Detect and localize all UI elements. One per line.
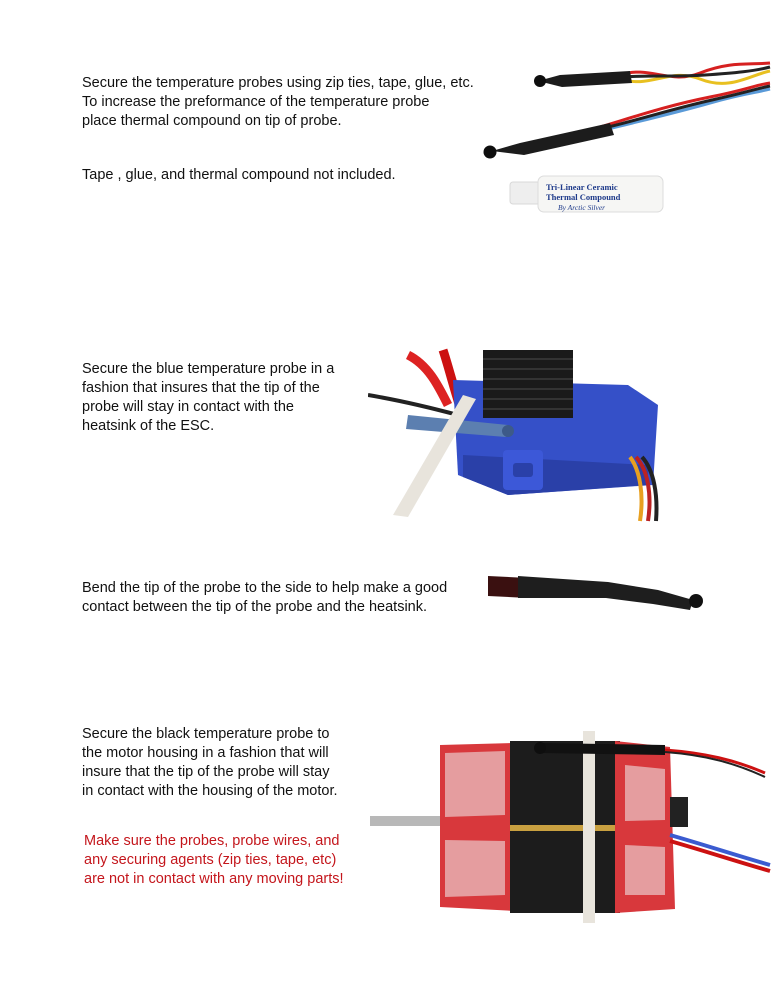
note-line: Tape , glue, and thermal compound not included. [82,167,396,183]
bend-tip-instructions [82,579,447,617]
instruction-line: fashion that insures that the tip of the [82,380,320,396]
instruction-line: Bend the tip of the probe to the side to help make a good [82,580,448,596]
not-included-note [82,166,396,185]
warning-line: are not in contact with any moving parts! [84,871,344,887]
tube-brand: By Arctic Silver [558,203,606,212]
thermal-compound-tube-photo [508,172,668,218]
bent-probe-tip-photo [488,568,713,618]
tube-label-line1: Tri-Linear Ceramic [546,182,618,192]
instruction-line: in contact with the housing of the motor. [82,783,338,799]
instruction-line: place thermal compound on tip of probe. [82,113,342,129]
instruction-line: To increase the preformance of the temperature probe [82,94,430,110]
instruction-line: probe will stay in contact with the [82,399,294,415]
instruction-line: contact between the tip of the probe and the heatsink. [82,599,428,615]
instruction-line: heatsink of the ESC. [82,418,215,434]
instruction-line: Secure the black temperature probe to [82,726,330,742]
tube-label-line2: Thermal Compound [546,192,621,202]
temperature-probes-photo [470,45,773,170]
warning-line: Make sure the probes, probe wires, and [84,833,340,849]
esc-probe-instructions [82,360,334,436]
moving-parts-warning [84,832,344,889]
probe-securing-instructions [82,74,474,131]
esc-heatsink-photo [368,345,663,523]
instruction-line: insure that the tip of the probe will stay [82,764,330,780]
motor-housing-photo [365,725,773,930]
instruction-line: Secure the blue temperature probe in a [82,361,335,377]
warning-line: any securing agents (zip ties, tape, etc) [84,852,337,868]
instruction-line: the motor housing in a fashion that will [82,745,329,761]
instruction-line: Secure the temperature probes using zip ties, tape, glue, etc. [82,75,474,91]
motor-probe-instructions [82,725,338,801]
